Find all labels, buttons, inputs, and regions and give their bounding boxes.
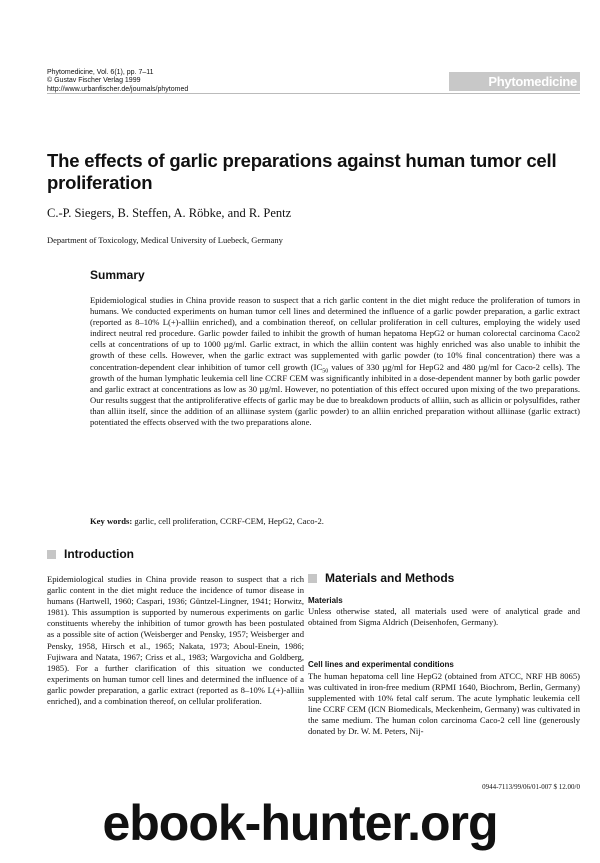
keywords-label: Key words: — [90, 516, 133, 526]
summary-text-part-b: values of 330 µg/ml for HepG2 and 480 µg/ml for Caco-2 cells). The growth of the human lymphatic leukemia cell line CCRF CEM was significantly inhibited in a dose-dependent manner by both garlic powder and garlic extract at concentrations as low as 30 µg/ml. However, no potentiation of this effect occured upon mixing of the two preparations. Our results suggest that the antiproliferative effects of garlic may be due to breakdown products of alliin, such as allicin or polysulfides, rather than alliin itself, since the addition of an alliinase system (garlic powder) to an alliin enriched preparation without alliinase (garlic extract) potentiated the effects observed with the two preparations alone. — [90, 361, 580, 428]
introduction-heading — [47, 547, 134, 561]
methods-heading — [308, 571, 454, 585]
summary-text — [90, 295, 580, 428]
article-title: The effects of garlic preparations against human tumor cell proliferation — [47, 150, 557, 193]
header-divider — [47, 93, 580, 94]
summary-heading: Summary — [90, 268, 145, 282]
materials-text: Unless otherwise stated, all materials used were of analytical grade and obtained from Sigma Aldrich (Deisenhofen, Germany). — [308, 606, 580, 628]
section-square-icon — [47, 550, 56, 559]
cell-lines-subheading: Cell lines and experimental conditions — [308, 660, 454, 669]
introduction-heading-label: Introduction — [64, 547, 134, 561]
author-list: C.-P. Siegers, B. Steffen, A. Röbke, and R. Pentz — [47, 206, 292, 220]
affiliation: Department of Toxicology, Medical University of Luebeck, Germany — [47, 235, 283, 245]
summary-text-part-a: Epidemiological studies in China provide reason to suspect that a rich garlic content in the diet might reduce the proliferation of tumors in humans. We conducted experiments on human tumor cell lines and determined the influence of a garlic powder preparation, a garlic extract (reported as 8–10% L(+)-alliin enriched), and a combination thereof, on cellular proliferation in cell cultures, employing the widely used indirect neutral red procedure. Garlic powder failed to inhibit the growth of human hepatoma HepG2 or human colorectal carcinoma Caco2 cells at concentrations of up to 1000 µg/ml. Garlic extract, in which the alliin content was highly enriched was also unable to inhibit the growth of these cells. However, when the garlic extract was supplemented with garlic powder (to 10% final concentration) there was a concentration-dependent clear inhibition of tumor cell growth (IC — [90, 295, 580, 372]
journal-citation: Phytomedicine, Vol. 6(1), pp. 7–11 — [47, 69, 154, 76]
section-square-icon — [308, 574, 317, 583]
cell-lines-text: The human hepatoma cell line HepG2 (obtained from ATCC, NRF HB 8065) was cultivated in iron-free medium (RPMI 1640, Biochrom, Berlin, Germany) supplemented with 10% fetal calf serum. The acute lymphatic leukemia cell line CCRF CEM (ICN Biomedicals, Meckenheim, Germany) was cultivated in the same medium. The human colon carcinoma Caco-2 cell line (generously donated by Dr. W. M. Peters, Nij- — [308, 671, 580, 737]
journal-header — [47, 69, 188, 94]
materials-subheading: Materials — [308, 596, 343, 605]
keywords-list: garlic, cell proliferation, CCRF-CEM, HepG2, Caco-2. — [132, 516, 324, 526]
keywords — [90, 516, 580, 527]
introduction-text: Epidemiological studies in China provide reason to suspect that a rich garlic content in the diet might reduce the incidence of tumor disease in humans (Hartwell, 1960; Caspari, 1936; Güntzel-Lingner, 1941; Horwitz, 1981). This assumption is supported by numerous experiments on garlic constituents whereby the inhibition of tumor growth has been postulated as a possible site of action (Weisberger and Pensky, 1957; Weisberger and Pensky, 1958, Hirsch et al., 1965; Nakata, 1973; Aboul-Enein, 1986; Fujiwara and Natata, 1967; Criss et al., 1983; Wargovicha and Goldberg, 1985). For a further clarification of this situation we conducted experiments on human tumor cell lines and determined the influence of a garlic powder preparation, a garlic extract (reported as 8–10% L(+)-alliin enriched), and a combination thereof, on cellular proliferation. — [47, 574, 304, 707]
ic50-subscript: 50 — [322, 368, 329, 375]
issn-code: 0944-7113/99/06/01-007 $ 12.00/0 — [482, 783, 580, 791]
journal-brand-logo: Phytomedicine — [449, 72, 580, 91]
watermark: ebook-hunter.org — [102, 795, 498, 851]
journal-url[interactable]: http://www.urbanfischer.de/journals/phytomed — [47, 85, 189, 93]
methods-heading-label: Materials and Methods — [325, 571, 455, 585]
copyright-line: © Gustav Fischer Verlag 1999 — [47, 77, 141, 85]
